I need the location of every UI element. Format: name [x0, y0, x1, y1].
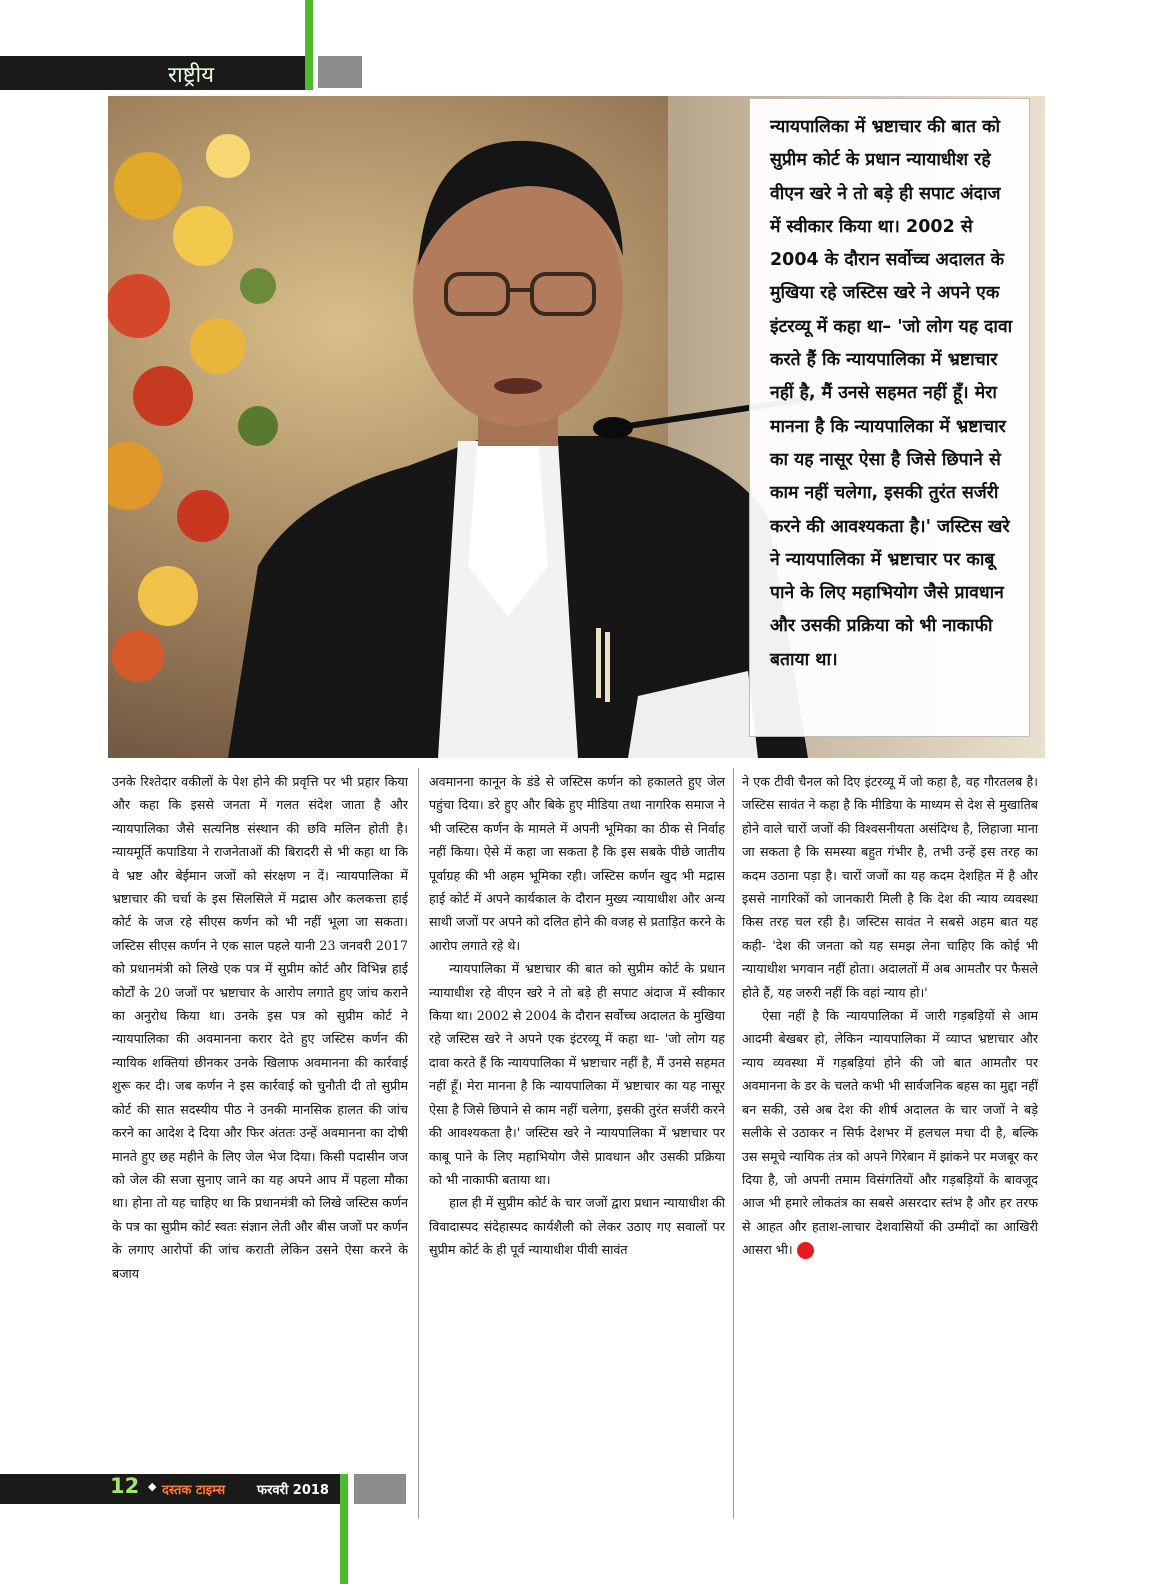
paragraph: अवमानना कानून के डंडे से जस्टिस कर्णन को हकालते हुए जेल पहुंचा दिया। डरे हुए और बिके हुए मीडिया तथा नागरिक समाज ने भी जस्टिस कर्णन के मामले में अपनी भूमिका का ठीक से निर्वाह नहीं किया। ऐसे में कहा जा सकता है कि इस सबके पीछे जातीय पूर्वाग्रह की भी अहम भूमिका रही। जस्टिस कर्णन खुद भी मद्रास हाई कोर्ट में अपने कार्यकाल के दौरान मुख्य न्यायाधीश और अन्य साथी जजों पर अपने को दलित होने की वजह से प्रताड़ित करने के आरोप लगाते रहे थे। [429, 774, 725, 953]
column-rule [418, 768, 419, 1518]
paragraph: ने एक टीवी चैनल को दिए इंटरव्यू में जो कहा है, वह गौरतलब है। जस्टिस सावंत ने कहा है कि मीडिया के माध्यम से देश से मुखातिब होने वाले चारों जजों की विश्वसनीयता असंदिग्ध है, लिहाजा माना जा सकता है कि समस्या बहुत गंभीर है, तभी उन्हें इस तरह का कदम उठाना पड़ा है। चारों जजों का यह कदम देशहित में है और इससे नागरिकों को जानकारी मिली है कि देश की न्याय व्यवस्था किस तरह चल रही है। जस्टिस सावंत ने सबसे अहम बात यह कही- 'देश की जनता को यह समझ लेना चाहिए कि कोई भी न्यायाधीश भगवान नहीं होता। अदालतों में अब आमतौर पर फैसले होते हैं, यह जरुरी नहीं कि वहां न्याय हो।' [742, 774, 1038, 1000]
article-column-3 [742, 770, 1038, 1515]
header-accent-green [305, 0, 313, 90]
pull-quote-text: न्यायपालिका में भ्रष्टाचार की बात को सुप्रीम कोर्ट के प्रधान न्यायाधीश रहे वीएन खरे ने तो बड़े ही सपाट अंदाज में स्वीकार किया था। 2002 से 2004 के दौरान सर्वोच्च अदालत के मुखिया रहे जस्टिस खरे ने अपने एक इंटरव्यू में कहा था– 'जो लोग यह दावा करते हैं कि न्यायपालिका में भ्रष्टाचार नहीं है, मैं उनसे सहमत नहीं हूँ। मेरा मानना है कि न्यायपालिका में भ्रष्टाचार का यह नासूर ऐसा है जिसे छिपाने से काम नहीं चलेगा, इसकी तुरंत सर्जरी करने की आवश्यकता है।' जस्टिस खरे ने न्यायपालिका में भ्रष्टाचार पर काबू पाने के लिए महाभियोग जैसे प्रावधान और उसकी प्रक्रिया को भी नाकाफी बताया था। [770, 117, 1013, 670]
article-column-1 [112, 770, 408, 1515]
page-number: 12 [110, 1474, 140, 1498]
paragraph: हाल ही में सुप्रीम कोर्ट के चार जजों द्वारा प्रधान न्यायाधीश की विवादास्पद संदेहास्पद कार्यशैली को लेकर उठाए गए सवालों पर सुप्रीम कोर्ट के ही पूर्व न्यायाधीश पीवी सावंत [429, 1195, 725, 1258]
magazine-name: दस्तक टाइम्स [162, 1483, 226, 1498]
section-label: राष्ट्रीय [168, 63, 215, 88]
pull-quote-box [749, 98, 1030, 737]
paragraph: न्यायपालिका में भ्रष्टाचार की बात को सुप्रीम कोर्ट के प्रधान न्यायाधीश रहे वीएन खरे ने तो बड़े ही सपाट अंदाज में स्वीकार किया था। 2002 से 2004 के दौरान सर्वोच्च अदालत के मुखिया रहे जस्टिस खरे ने अपने एक इंटरव्यू में कहा था- 'जो लोग यह दावा करते हैं कि न्यायपालिका में भ्रष्टाचार नहीं है, मैं उनसे सहमत नहीं हूँ। मेरा मानना है कि न्यायपालिका में भ्रष्टाचार का यह नासूर ऐसा है जिसे छिपाने से काम नहीं चलेगा, इसकी तुरंत सर्जरी करने की आवश्यकता है।' जस्टिस खरे ने न्यायपालिका में भ्रष्टाचार पर काबू पाने के लिए महाभियोग जैसे प्रावधान और उसकी प्रक्रिया को भी नाकाफी बताया था। [429, 961, 725, 1187]
footer-accent-green [340, 1474, 348, 1584]
paragraph-last [742, 1004, 1038, 1261]
paragraph-text: ऐसा नहीं है कि न्यायपालिका में जारी गड़बड़ियों से आम आदमी बेखबर हो, लेकिन न्यायपालिका में व्याप्त भ्रष्टाचार और न्याय व्यवस्था में गड़बड़ियां होने की जो बात आमतौर पर अवमानना के डर के चलते कभी भी सार्वजनिक बहस का मुद्दा नहीं बन सकी, उसे अब देश की शीर्ष अदालत के चार जजों ने बड़े सलीके से उठाकर न सिर्फ देशभर में हलचल मचा दी है, बल्कि उस समूचे न्यायिक तंत्र को अपने गिरेबान में झांकने पर मजबूर कर दिया है, जो अपनी तमाम विसंगतियों और गड़बड़ियों के बावजूद आज भी हमारे लोकतंत्र का सबसे असरदार स्तंभ है और हर तरफ से आहत और हताश-लाचार देशवासियों की उम्मीदों का आखिरी आसरा भी। [742, 1008, 1038, 1258]
header-accent-gray [318, 56, 362, 88]
article-column-2 [429, 770, 725, 1515]
end-mark-icon [797, 1242, 814, 1259]
column-rule [733, 768, 734, 1518]
issue-date: फरवरी 2018 [257, 1483, 329, 1498]
footer-bullet: ◆ [148, 1480, 157, 1493]
paragraph: उनके रिश्तेदार वकीलों के पेश होने की प्रवृत्ति पर भी प्रहार किया और कहा कि इससे जनता में गलत संदेश जाता है और न्यायपालिका जैसे सत्यनिष्ठ संस्थान की छवि मलिन होती है। न्यायमूर्ति कपाडिया ने राजनेताओं की बिरादरी से भी कहा था कि वे भ्रष्ट और बेईमान जजों को संरक्षण न दें। न्यायपालिका में भ्रष्टाचार की चर्चा के इस सिलसिले में मद्रास और कलकत्ता हाई कोर्ट के जज रहे सीएस कर्णन को भी नहीं भूला जा सकता। जस्टिस सीएस कर्णन ने एक साल पहले यानी 23 जनवरी 2017 को प्रधानमंत्री को लिखे एक पत्र में सुप्रीम कोर्ट और विभिन्न हाई कोर्टों के 20 जजों पर भ्रष्टाचार के आरोप लगाते हुए जांच कराने का अनुरोध किया था। उनके इस पत्र को सुप्रीम कोर्ट ने न्यायपालिका की अवमानना करार देते हुए जस्टिस कर्णन की न्यायिक शक्तियां छीनकर उनके खिलाफ अवमानना की कार्रवाई शुरू कर दी। जब कर्णन ने इस कार्रवाई को चुनौती दी तो सुप्रीम कोर्ट की सात सदस्यीय पीठ ने उनकी मानसिक हालत की जांच करने का आदेश दे दिया और फिर अंततः उन्हें अवमानना का दोषी मानते हुए छह महीने के लिए जेल भेज दिया। किसी पदासीन जज को जेल की सजा सुनाए जाने का यह अपने आप में पहला मौका था। होना तो यह चाहिए था कि प्रधानमंत्री को लिखे जस्टिस कर्णन के पत्र का सुप्रीम कोर्ट स्वतः संज्ञान लेती और बीस जजों पर कर्णन के लगाए आरोपों की जांच कराती लेकिन उसने ऐसा करने के बजाय [112, 774, 408, 1281]
header-bar [0, 56, 305, 90]
footer-accent-gray [354, 1474, 406, 1504]
